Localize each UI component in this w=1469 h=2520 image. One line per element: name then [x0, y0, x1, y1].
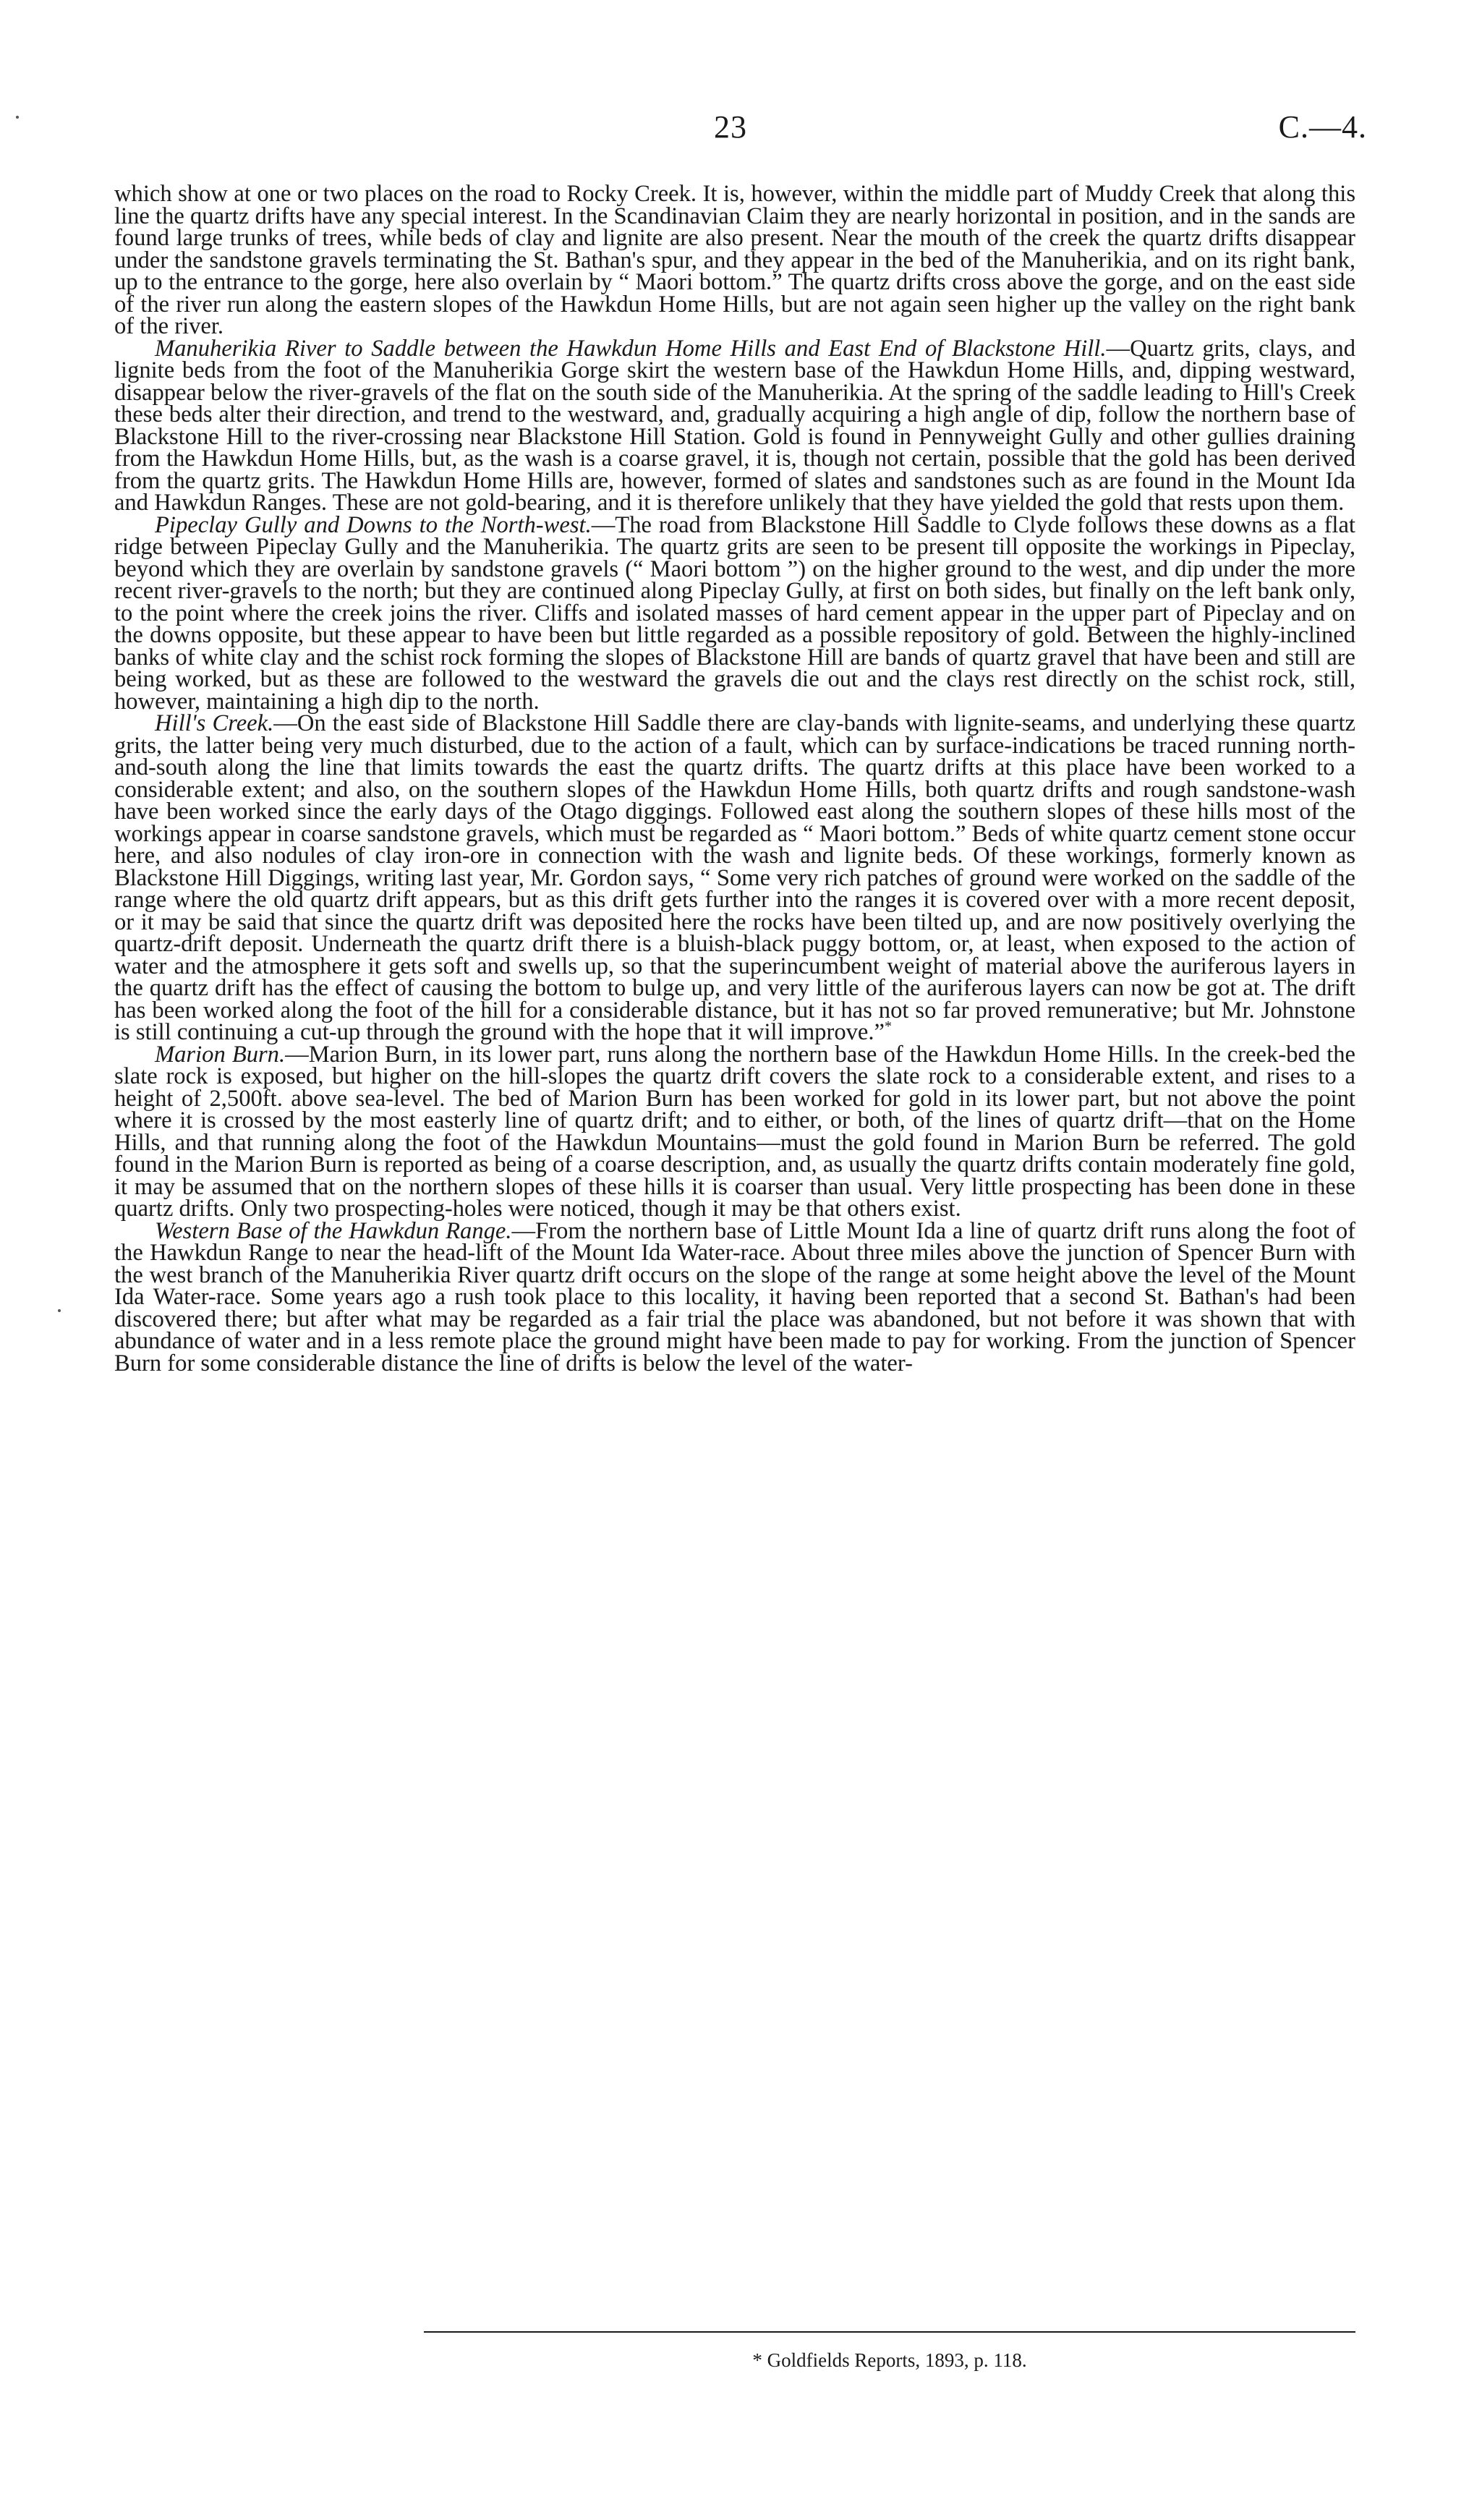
section-heading: Hill's Creek.: [155, 710, 274, 736]
footnote-divider: [424, 2331, 1355, 2333]
paragraph-text: —On the east side of Blackstone Hill Saddle there are clay-bands with lignite-seams, and underlying these quartz grits, the latter being very much disturbed, due to the action of a fault, which can by surface-indications be traced running north-and-south along the line that limits towards the east the quartz drifts. The quartz drifts at this place have been worked to a considerable extent; and also, on the southern slopes of the Hawkdun Home Hills, both quartz drifts and rough sandstone-wash have been worked since the early days of the Otago diggings. Followed east along the southern slopes of these hills most of the workings appear in coarse sandstone gravels, which must be regarded as “ Maori bottom.” Beds of white quartz cement stone occur here, and also nodules of clay iron-ore in connection with the wash and lignite beds. Of these workings, formerly known as Blackstone Hill Diggings, writing last year, Mr. Gordon says, “ Some very rich patches of ground were worked on the saddle of the range where the old quartz drift appears, but as this drift gets further into the ranges it is covered over with a more recent deposit, or it may be said that since the quartz drift was deposited here the rocks have been tilted up, and are now positively overlying the quartz-drift deposit. Underneath the quartz drift there is a bluish-black puggy bottom, or, at least, when exposed to the action of water and the atmosphere it gets soft and swells up, so that the superincumbent weight of material above the auriferous layers in the quartz drift has the effect of causing the bottom to bulge up, and very little of the auriferous layers can now be got at. The drift has been worked along the foot of the hill for a considerable distance, but it has not so far proved remunerative; but Mr. Johnstone is still continuing a cut-up through the ground with the hope that it will improve.”: [114, 710, 1355, 1045]
paragraph-text: which show at one or two places on the road to Rocky Creek. It is, however, within the middle part of Muddy Creek that along this line the quartz drifts have any special interest. In the Scandinavian Claim they are nearly horizontal in position, and in the sands are found large trunks of trees, while beds of clay and lignite are also present. Near the mouth of the creek the quartz drifts disappear under the sandstone gravels terminating the St. Bathan's spur, and they appear in the bed of the Manuherikia, and on its right bank, up to the entrance to the gorge, here also overlain by “ Maori bottom.” The quartz drifts cross above the gorge, and on the east side of the river run along the eastern slopes of the Hawkdun Home Hills, but are not again seen higher up the valley on the right bank of the river.: [114, 181, 1355, 339]
body-text: [114, 183, 1355, 1374]
paragraph-manuherikia: [114, 335, 1355, 516]
page-number: 23: [714, 109, 747, 145]
footnote-marker: *: [884, 1018, 892, 1035]
section-heading: Marion Burn.: [155, 1041, 286, 1068]
paragraph-text: —From the northern base of Little Mount Ida a line of quartz drift runs along the foot of the Hawkdun Range to near the head-lift of the Mount Ida Water-race. About three miles above the junction of Spencer Burn with the west branch of the Manuherikia River quartz drift occurs on the slope of the range at some height above the level of the Mount Ida Water-race. Some years ago a rush took place to this locality, it having been reported that a second St. Bathan's had been discovered there; but after what may be regarded as a fair trial the place was abandoned, but not before it was shown that with abundance of water and in a less remote place the ground might have been made to pay for working. From the junction of Spencer Burn for some considerable distance the line of drifts is below the level of the water-: [114, 1217, 1355, 1376]
footnote: * Goldfields Reports, 1893, p. 118.: [752, 2349, 1027, 2371]
paragraph-text: —Marion Burn, in its lower part, runs along the northern base of the Hawkdun Home Hills. In the creek-bed the slate rock is exposed, but higher on the hill-slopes the quartz drift covers the slate rock to a considerable extent, and rises to a height of 2,500ft. above sea-level. The bed of Marion Burn has been worked for gold in its lower part, but not above the point where it is crossed by the most easterly line of quartz drift; and to either, or both, of the lines of quartz drift—that on the Home Hills, and that running along the foot of the Hawkdun Mountains—must the gold found in Marion Burn be referred. The gold found in the Marion Burn is reported as being of a coarse description, and, as usually the quartz drifts contain moderately fine gold, it may be assumed that on the northern slopes of these hills it is coarser than usual. Very little prospecting has been done in these quartz drifts. Only two prospecting-holes were noticed, though it may be that others exist.: [114, 1041, 1355, 1222]
paragraph-intro: [114, 183, 1355, 338]
section-heading: Manuherikia River to Saddle between the Hawkdun Home Hills and East End of Blackstone Hill.: [155, 335, 1107, 362]
scan-speck: [16, 116, 19, 119]
paragraph-marion-burn: [114, 1041, 1355, 1222]
paragraph-text: —Quartz grits, clays, and lignite beds from the foot of the Manuherikia Gorge skirt the western base of the Hawkdun Home Hills, and, dipping westward, disappear below the river-gravels of the flat on the south side of the Manuherikia. At the spring of the saddle leading to Hill's Creek these beds alter their direction, and trend to the westward, and, gradually acquiring a high angle of dip, follow the northern base of Blackstone Hill to the river-crossing near Blackstone Hill Station. Gold is found in Pennyweight Gully and other gullies draining from the Hawkdun Home Hills, but, as the wash is a coarse gravel, it is, though not certain, possible that the gold has been derived from the quartz grits. The Hawkdun Home Hills are, however, formed of slates and sandstones such as are found in the Mount Ida and Hawkdun Ranges. These are not gold-bearing, and it is therefore unlikely that they have yielded the gold that rests upon them.: [114, 335, 1355, 516]
paragraph-hills-creek: [114, 712, 1355, 1044]
paragraph-text: —The road from Blackstone Hill Saddle to Clyde follows these downs as a flat ridge between Pipeclay Gully and the Manuherikia. The quartz grits are seen to be present till opposite the workings in Pipeclay, beyond which they are overlain by sandstone gravels (“ Maori bottom ”) on the higher ground to the west, and dip under the more recent river-gravels to the north; but they are continued along Pipeclay Gully, at first on both sides, but finally on the left bank only, to the point where the creek joins the river. Cliffs and isolated masses of hard cement appear in the upper part of Pipeclay and on the downs opposite, but these appear to have been but little regarded as a possible repository of gold. Between the highly-inclined banks of white clay and the schist rock forming the slopes of Blackstone Hill are bands of quartz gravel that have been and still are being worked, but as these are followed to the westward the gravels die out and the clays rest directly on the schist rock, still, however, maintaining a high dip to the north.: [114, 511, 1355, 715]
scan-speck: [58, 1309, 61, 1312]
document-code: C.—4.: [1278, 109, 1367, 145]
section-heading: Western Base of the Hawkdun Range.: [155, 1217, 512, 1244]
paragraph-hawkdun-range: [114, 1217, 1355, 1376]
paragraph-pipeclay: [114, 511, 1355, 715]
section-heading: Pipeclay Gully and Downs to the North-west.: [155, 511, 592, 538]
